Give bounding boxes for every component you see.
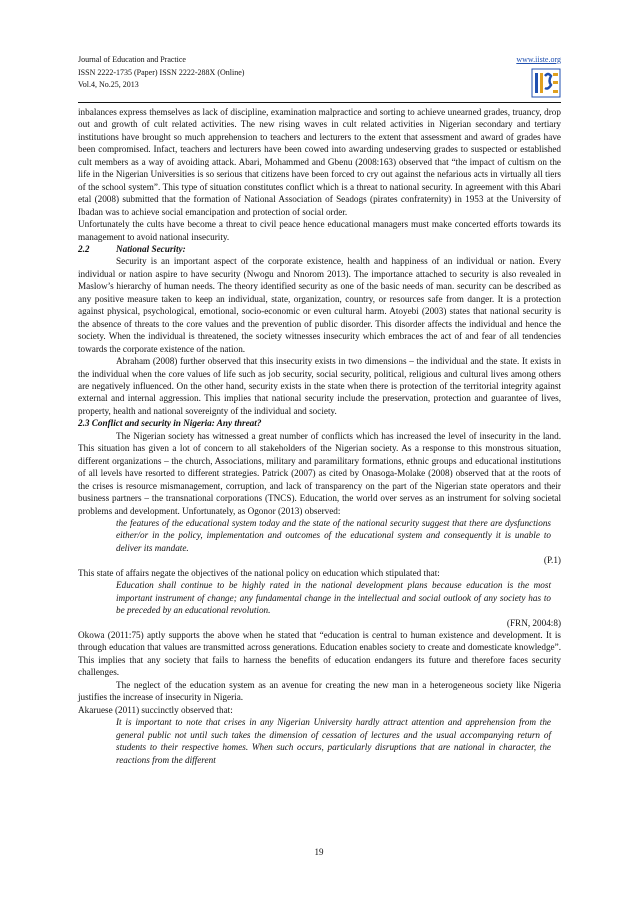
journal-header [78,54,561,102]
paragraph: Akaruese (2011) succinctly observed that: [78,704,233,715]
journal-info [78,54,244,92]
block-quote: the features of the educational system today and the state of the national security suggest that there are dysfunctions either/or in the policy, implementation and outcomes of the educational system and consequently it is unable to deliver its mandate. [116,517,551,553]
paragraph: inbalances express themselves as lack of discipline, examination malpractice and sorting to achieve unearned grades, truancy, drop out and growth of cult related activities. The new rising waves in cult related activities in Nigerian secondary and tertiary institutions have brought so much apprehension to teachers and lecturers to the extent that assessment and award of grades have been compromised. Infact, teachers and lecturers have been cowed into awarding undeserving grades to suspected or established cult members as a way of avoiding attack. Abari, Mohammed and Gbenu (2008:163) observed that “the impact of cultism on the life in the Nigerian Universities is so serious that citizens have been forced to cry out against the nefarious acts in virtually all tiers of the school system”. This type of situation constitutes conflict which is a threat to national security. In agreement with this Abari etal (2008) submitted that the formation of National Association of Seadogs (pirates confraternity) in 1953 at the University of Ibadan was to achieve social emancipation and protection of social order. [78,107,561,217]
paragraph: The Nigerian society has witnessed a great number of conflicts which has increased the level of insecurity in the land. This situation has given a lot of concern to all stakeholders of the Nigerian society. As a response to this monstrous situation, different organizations – the church, Associations, military and paramilitary formations, ethnic groups and educational institutions of all levels have resorted to different strategies. Patrick (2007) as cited by Onasoga-Molake (2008) observed that at the roots of the crises is resource mismanagement, corruption, and lack of transparency on the part of the Nigerian state operators and their business partners – the transnational corporations (TNCS). Education, the world over serves as an instrument for solving societal problems and development. Unfortunately, as Ogonor (2013) observed: [78,430,561,516]
journal-issn: ISSN 2222-1735 (Paper) ISSN 2222-288X (Online) [78,67,245,77]
quote-citation: (FRN, 2004:8) [506,617,561,628]
page [78,54,561,766]
quote-citation: (P.1) [543,555,561,566]
page-number: 19 [314,847,324,857]
journal-name: Journal of Education and Practice [78,55,186,64]
paragraph: Security is an important aspect of the corporate existence, health and happiness of an individual or nation. Every individual or nation aspire to have security (Nwogu and Nnorom 2013). The importance attached to security is also revealed in Maslow’s hierarchy of human needs. The theory identified security as one of the basic needs of man. security can be described as any positive measure taken to keep an individual, state, organization, country, or resources safe from danger. It is a protection against physical, psychological, emotional, socio-economic or even cultural harm. Atoyebi (2003) states that national security is the absence of threats to the core values and the prevention of public disorder. This disorder affects the individual and hence the society. When the individual is threatened, the society witnesses insecurity which embraces the act of and fear of all tendencies towards the corporate existence of the nation. [78,256,561,354]
paragraph: The neglect of the education system as an avenue for creating the new man in a heterogeneous society like Nigeria justifies the increase of insecurity in Nigeria. [78,679,561,703]
journal-url-link[interactable]: www.iiste.org [516,55,561,64]
paragraph: Okowa (2011:75) aptly supports the above when he stated that “education is central to human existence and development. It is through education that values are transmitted across generations. Education enables society to create and domesticate knowledge”. This implies that any society that fails to harness the benefits of education endangers its future and therefore faces security challenges. [78,630,561,678]
section-number: 2.2 [78,243,90,254]
article-body [78,106,561,766]
header-rule [78,102,561,103]
journal-volume: Vol.4, No.25, 2013 [78,80,139,89]
block-quote: It is important to note that crises in any Nigerian University hardly attract attention and apprehension from the general public not until such takes the dimension of cessation of lectures and the usual accompanying return of students to their respective homes. When such occurs, particularly disruptions that are national in character, the reactions from the different [116,717,551,765]
paragraph: Unfortunately the cults have become a threat to civil peace hence educational managers must make concerted efforts towards its management to avoid national insecurity. [78,219,561,242]
section-heading-2-2 [78,243,561,255]
iiste-logo-icon [531,68,561,98]
section-heading-2-3: 2.3 Conflict and security in Nigeria: Any threat? [78,418,262,429]
paragraph: This state of affairs negate the objectives of the national policy on education which stipulated that: [78,567,440,578]
block-quote: Education shall continue to be highly rated in the national development plans because education is the most important instrument of change; any fundamental change in the intellectual and social outlook of any society has to be preceded by an educational revolution. [116,580,551,616]
section-title: National Security: [116,243,186,254]
paragraph: Abraham (2008) further observed that this insecurity exists in two dimensions – the individual and the state. It exists in the individual when the core values of life such as job security, social security, political, religious and cultural lives among others are negatively influenced. On the other hand, security exists in the state when there is protection of the territorial integrity against external and internal aggression. This implies that national security include the preservation, protection and guarantee of lives, property, health and national sovereignty of the individual and society. [78,356,561,416]
